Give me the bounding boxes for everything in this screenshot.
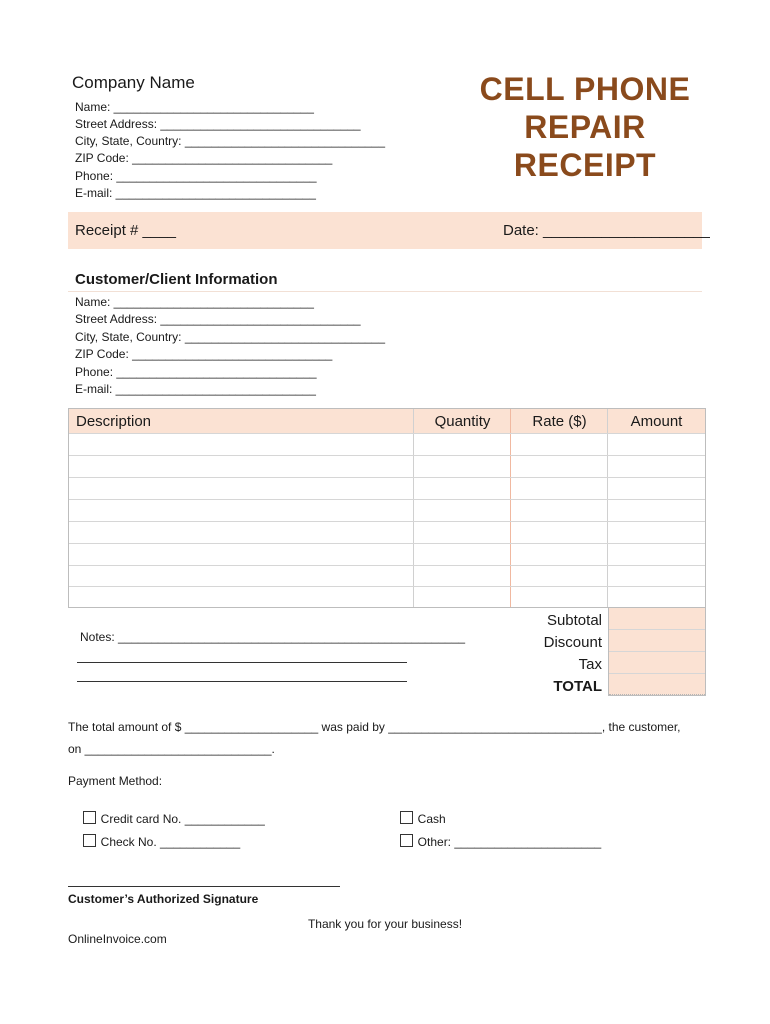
- check-option[interactable]: [76, 817, 240, 851]
- check-checkbox[interactable]: [83, 834, 96, 847]
- cash-label: Cash: [417, 812, 446, 826]
- subtotal-value[interactable]: [609, 608, 705, 630]
- credit-card-label: Credit card No. ____________: [100, 812, 265, 826]
- table-row[interactable]: [69, 586, 705, 607]
- tax-label: Tax: [578, 656, 602, 673]
- header-amount: Amount: [630, 413, 683, 430]
- header-quantity: Quantity: [434, 413, 491, 430]
- title-line-2: REPAIR: [524, 109, 646, 145]
- customer-heading-rule: [68, 291, 702, 292]
- company-email-field[interactable]: E-mail: ______________________________: [75, 186, 316, 200]
- customer-phone-field[interactable]: Phone: ______________________________: [75, 365, 317, 379]
- customer-email-field[interactable]: E-mail: ______________________________: [75, 382, 316, 396]
- notes-line[interactable]: [77, 681, 407, 682]
- payment-method-heading: Payment Method:: [68, 774, 163, 788]
- company-zip-field[interactable]: ZIP Code: ______________________________: [75, 151, 333, 165]
- items-table: [68, 408, 706, 608]
- discount-value[interactable]: [609, 630, 705, 652]
- receipt-number-field[interactable]: Receipt # ____: [75, 222, 176, 239]
- customer-section-heading: Customer/Client Information: [75, 271, 278, 288]
- title-line-1: CELL PHONE: [479, 71, 691, 107]
- customer-name-field[interactable]: Name: ______________________________: [75, 295, 314, 309]
- payment-statement-line-2[interactable]: on ____________________________.: [68, 742, 275, 756]
- check-label: Check No. ____________: [100, 835, 241, 849]
- table-row[interactable]: [69, 543, 705, 566]
- customer-city-field[interactable]: City, State, Country: ______________________________: [75, 330, 386, 344]
- signature-line[interactable]: [68, 886, 340, 887]
- table-row[interactable]: [69, 455, 705, 478]
- subtotal-label: Subtotal: [546, 612, 602, 629]
- other-option[interactable]: [393, 817, 601, 851]
- totals-box: [608, 608, 706, 696]
- header-description: Description: [76, 413, 152, 430]
- signature-label: Customer’s Authorized Signature: [68, 892, 259, 906]
- thank-you-text: Thank you for your business!: [307, 917, 463, 931]
- company-phone-field[interactable]: Phone: ______________________________: [75, 169, 317, 183]
- title-line-3: RECEIPT: [513, 147, 657, 183]
- table-row[interactable]: [69, 433, 705, 456]
- other-label: Other: ______________________: [417, 835, 602, 849]
- tax-value[interactable]: [609, 652, 705, 674]
- company-name-heading: Company Name: [72, 73, 195, 92]
- company-name-field[interactable]: Name: ______________________________: [75, 100, 314, 114]
- notes-field[interactable]: Notes: ____________________________________________________: [80, 630, 466, 644]
- company-street-field[interactable]: Street Address: ______________________________: [75, 117, 361, 131]
- table-row[interactable]: [69, 565, 705, 587]
- payment-statement-line-1[interactable]: The total amount of $ ____________________ was paid by ________________________________, the customer,: [68, 720, 681, 734]
- company-city-field[interactable]: City, State, Country: ______________________________: [75, 134, 386, 148]
- total-value[interactable]: [609, 674, 705, 695]
- table-row[interactable]: [69, 521, 705, 544]
- discount-label: Discount: [543, 634, 602, 651]
- notes-line[interactable]: [77, 662, 407, 663]
- site-credit: OnlineInvoice.com: [68, 932, 167, 946]
- total-label: TOTAL: [553, 678, 602, 695]
- table-row[interactable]: [69, 499, 705, 522]
- receipt-title: [455, 70, 715, 184]
- table-row[interactable]: [69, 477, 705, 500]
- other-checkbox[interactable]: [400, 834, 413, 847]
- customer-street-field[interactable]: Street Address: ______________________________: [75, 312, 361, 326]
- customer-zip-field[interactable]: ZIP Code: ______________________________: [75, 347, 333, 361]
- table-row[interactable]: [69, 409, 705, 434]
- date-field[interactable]: Date: ____________________: [503, 222, 710, 239]
- header-rate: Rate ($): [532, 413, 587, 430]
